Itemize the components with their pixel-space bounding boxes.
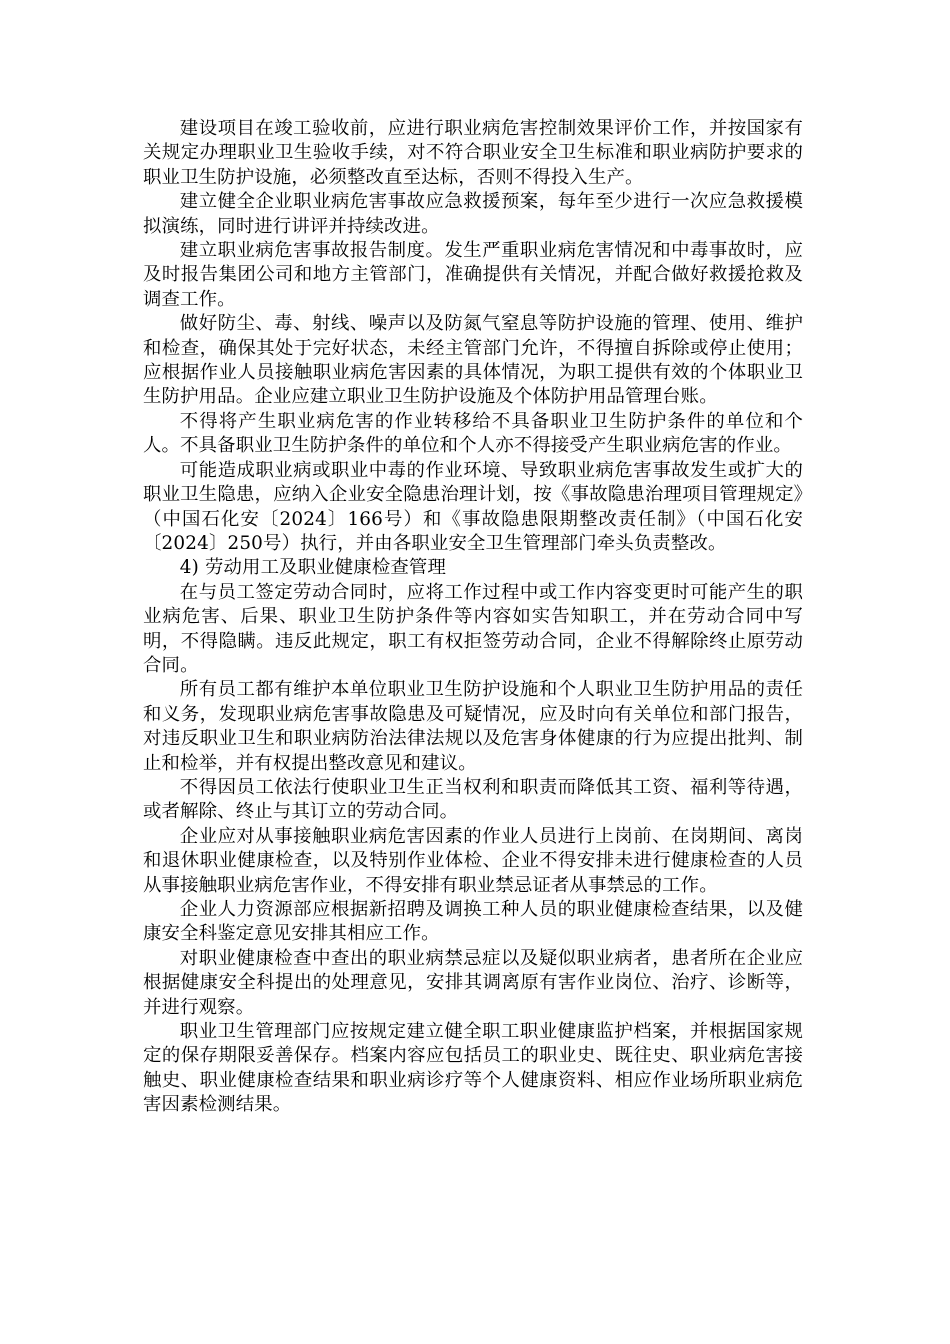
paragraph-employee-duties: 所有员工都有维护本单位职业卫生防护设施和个人职业卫生防护用品的责任和义务，发现职业病危害事故隐患及可疑情况，应及时向有关单位和部门报告，对违反职业卫生和职业病防治法律法规以及危害身体健康的行为应提出批判、制止和检举，并有权提出整改意见和建议。 (143, 679, 803, 774)
paragraph-health-examinations: 企业应对从事接触职业病危害因素的作业人员进行上岗前、在岗期间、离岗和退休职业健康检查，以及特别作业体检、企业不得安排未进行健康检查的人员从事接触职业病危害作业，不得安排有职业禁忌证者从事禁忌的工作。 (143, 825, 803, 896)
paragraph-hr-placement: 企业人力资源部应根据新招聘及调换工种人员的职业健康检查结果，以及健康安全科鉴定意见安排其相应工作。 (143, 899, 803, 945)
paragraph-protective-facilities: 做好防尘、毒、射线、噪声以及防氮气窒息等防护设施的管理、使用、维护和检查，确保其处于完好状态，未经主管部门允许，不得擅自拆除或停止使用；应根据作业人员接触职业病危害因素的具体情况，为职工提供有效的个体职业卫生防护用品。企业应建立职业卫生防护设施及个体防护用品管理台账。 (143, 313, 803, 408)
paragraph-emergency-plan: 建立健全企业职业病危害事故应急救援预案，每年至少进行一次应急救援模拟演练，同时进行讲评并持续改进。 (143, 191, 803, 237)
document-page (143, 117, 803, 1118)
paragraph-labor-contract: 在与员工签定劳动合同时，应将工作过程中或工作内容变更时可能产生的职业病危害、后果、职业卫生防护条件等内容如实告知职工，并在劳动合同中写明，不得隐瞒。违反此规定，职工有权拒签劳动合同，企业不得解除终止原劳动合同。 (143, 581, 803, 676)
paragraph-hazard-rectification: 可能造成职业病或职业中毒的作业环境、导致职业病危害事故发生或扩大的职业卫生隐患，应纳入企业安全隐患治理计划，按《事故隐患治理项目管理规定》（中国石化安〔2024〕166号）和《事故隐患限期整改责任制》（中国石化安〔2024〕250号）执行，并由各职业安全卫生管理部门牵头负责整改。 (143, 459, 803, 554)
paragraph-contraindications: 对职业健康检查中查出的职业病禁忌症以及疑似职业病者，患者所在企业应根据健康安全科提出的处理意见，安排其调离原有害作业岗位、治疗、诊断等，并进行观察。 (143, 947, 803, 1018)
paragraph-health-records: 职业卫生管理部门应按规定建立健全职工职业健康监护档案，并根据国家规定的保存期限妥善保存。档案内容应包括员工的职业史、既往史、职业病危害接触史、职业健康检查结果和职业病诊疗等个人健康资料、相应作业场所职业病危害因素检测结果。 (143, 1021, 803, 1116)
paragraph-acceptance-evaluation: 建设项目在竣工验收前，应进行职业病危害控制效果评价工作，并按国家有关规定办理职业卫生验收手续，对不符合职业安全卫生标准和职业病防护要求的职业卫生防护设施，必须整改直至达标，否则不得投入生产。 (143, 118, 803, 188)
section-heading-labor-health-checks: 4) 劳动用工及职业健康检查管理 (179, 557, 446, 579)
paragraph-accident-reporting: 建立职业病危害事故报告制度。发生严重职业病危害情况和中毒事故时，应及时报告集团公司和地方主管部门，准确提供有关情况，并配合做好救援抢救及调查工作。 (143, 240, 803, 310)
paragraph-no-transfer: 不得将产生职业病危害的作业转移给不具备职业卫生防护条件的单位和个人。不具备职业卫生防护条件的单位和个人亦不得接受产生职业病危害的作业。 (143, 410, 803, 457)
paragraph-employee-rights: 不得因员工依法行使职业卫生正当权利和职责而降低其工资、福利等待遇，或者解除、终止与其订立的劳动合同。 (143, 776, 803, 823)
